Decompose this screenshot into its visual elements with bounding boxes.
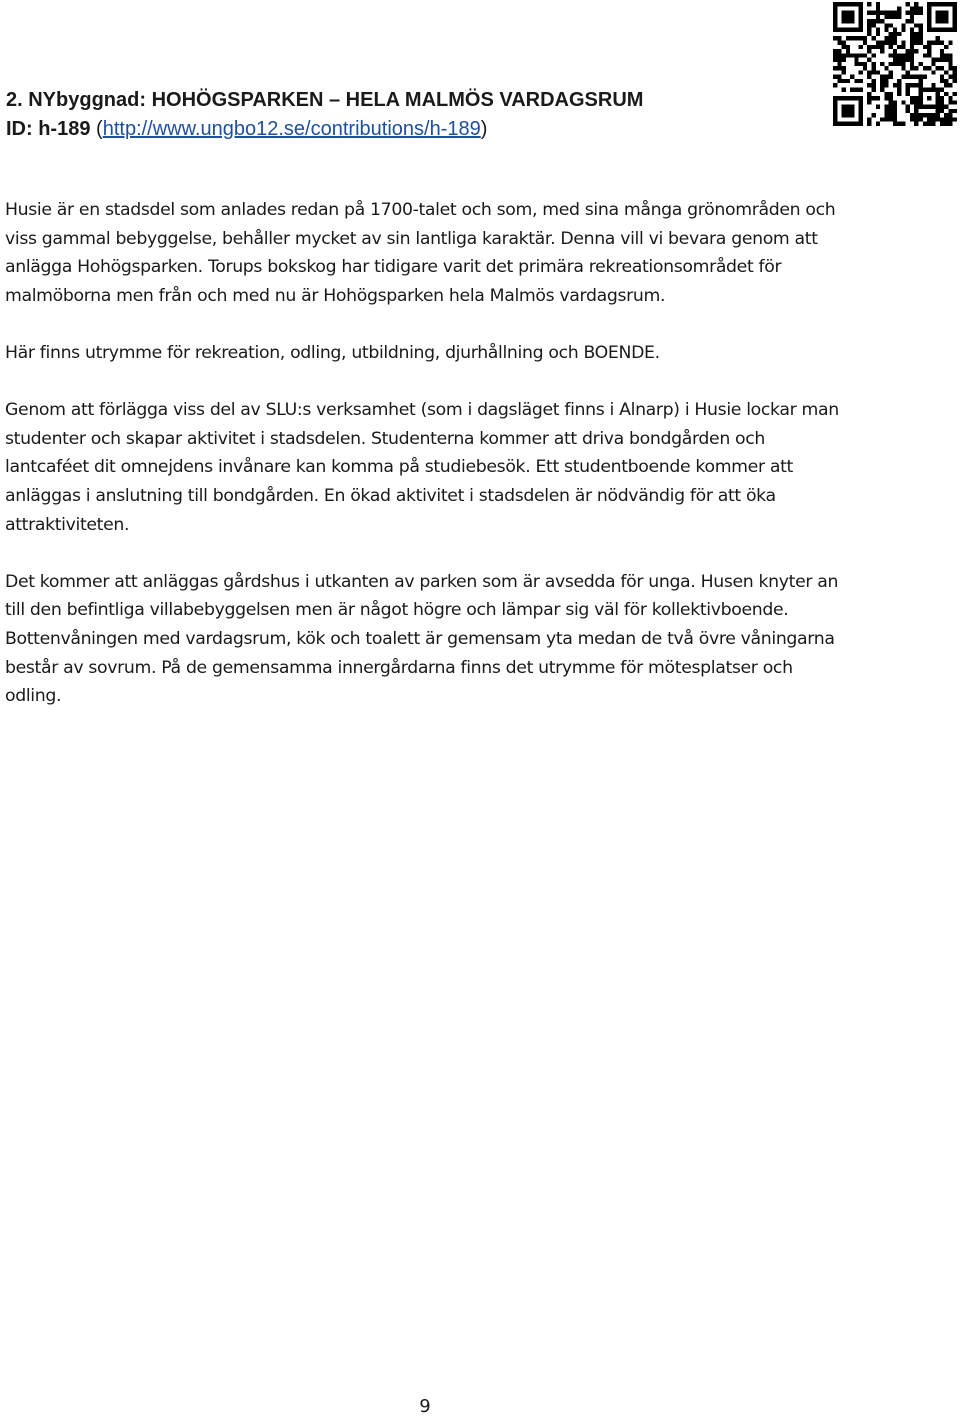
paragraph-space: Här finns utrymme för rekreation, odling, utbildning, djurhållning och BOENDE. [5, 342, 660, 363]
qr-code-icon [832, 2, 958, 126]
section-id-line [6, 115, 806, 144]
section-id: ID: h-189 [6, 118, 91, 140]
contribution-link[interactable]: http://www.ungbo12.se/contributions/h-189 [102, 118, 481, 140]
body-text [5, 196, 845, 739]
section-heading [6, 86, 806, 144]
paragraph-slu: Genom att förlägga viss del av SLU:s verksamhet (som i dagsläget finns i Alnarp) i Husie lockar man studenter och skapar aktivitet i stadsdelen. Studenterna kommer att driva bondgården och lantcaféet dit omnejdens invånare kan komma på studiebesök. Ett studentboende kommer att anläggas i anslutning till bondgården. En ökad aktivitet i stadsdelen är nödvändig för att öka attraktiviteten. [5, 400, 839, 535]
open-paren: ( [96, 118, 103, 140]
close-paren: ) [480, 118, 488, 140]
section-title: 2. NYbyggnad: HOHÖGSPARKEN – HELA MALMÖS VARDAGSRUM [6, 89, 644, 111]
paragraph-housing: Det kommer att anläggas gårdshus i utkanten av parken som är avsedda för unga. Husen knyter an till den befintliga villabebyggelsen men är något högre och lämpar sig väl för kollektivboende. Bottenvåningen med vardagsrum, kök och toalett är gemensam yta medan de två övre våningarna består av sovrum. På de gemensamma innergårdarna finns det utrymme för mötesplatser och odling. [5, 571, 839, 707]
paragraph-intro: Husie är en stadsdel som anlades redan på 1700-talet och som, med sina många grönområden och viss gammal bebyggelse, behåller mycket av sin lantliga karaktär. Denna vill vi bevara genom att anlägga Hohögsparken. Torups bokskog har tidigare varit det primära rekreationsområdet för malmöborna men från och med nu är Hohögsparken hela Malmös vardagsrum. [5, 200, 836, 306]
page-number: 9 [419, 1396, 431, 1417]
